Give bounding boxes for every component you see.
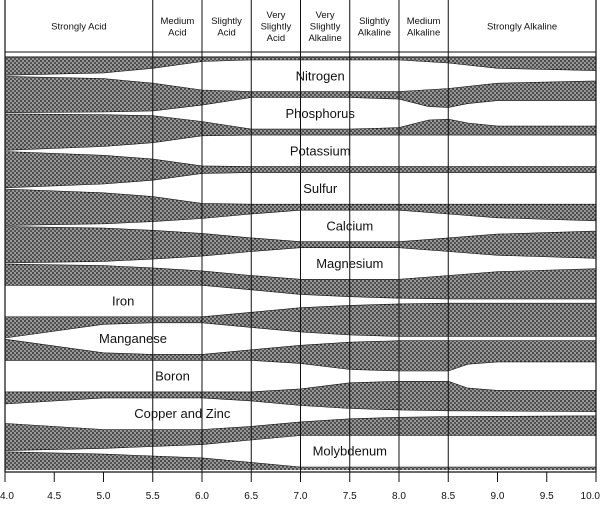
ph-class-label-line: Strongly Alkaline (486, 21, 558, 33)
ph-tick-label: 4.0 (0, 491, 14, 502)
ph-class-label-line: Alkaline (357, 27, 392, 39)
ph-class-label-line: Medium (160, 15, 195, 27)
ph-class-label-line: Acid (217, 27, 236, 39)
band-label-potassium: Potassium (289, 143, 351, 159)
ph-class-label-medium-acid (161, 16, 195, 39)
ph-class-label-line: Medium (406, 15, 441, 27)
ph-class-label-line: Alkaline (406, 27, 441, 39)
ph-class-label-medium-alkaline (407, 16, 441, 39)
band-label-molybdenum: Molybdenum (312, 443, 388, 459)
ph-class-label-line: Very (315, 10, 335, 21)
ph-class-label-line: Slightly (211, 15, 242, 27)
ph-tick-label: 6.0 (195, 491, 209, 502)
ph-class-label-line: Acid (266, 33, 286, 44)
ph-class-label-slightly-alkaline (358, 16, 391, 39)
band-label-calcium: Calcium (326, 218, 374, 234)
ph-tick-label: 4.5 (47, 491, 62, 502)
ph-axis (0, 472, 600, 502)
ph-class-label-slightly-acid (211, 16, 242, 39)
band-label-manganese: Manganese (99, 331, 167, 347)
ph-class-label-line: Slightly (309, 21, 341, 33)
ph-tick-label: 9.0 (490, 491, 505, 502)
ph-tick-label: 8.0 (392, 491, 406, 502)
ph-tick-label: 10.0 (580, 491, 600, 502)
ph-tick-label: 7.0 (293, 491, 308, 502)
band-label-iron: Iron (111, 293, 135, 309)
ph-class-label-strongly-acid (51, 22, 106, 33)
band-label-phosphorus: Phosphorus (285, 105, 355, 121)
ph-tick-label: 8.5 (441, 491, 456, 502)
ph-class-label-strongly-alkaline (487, 22, 557, 33)
band-label-magnesium: Magnesium (316, 256, 384, 271)
ph-class-label-line: Slightly (260, 21, 292, 33)
ph-class-header (51, 10, 557, 44)
ph-class-label-line: Acid (168, 27, 187, 39)
ph-class-label-very-slightly-alkaline (308, 10, 341, 44)
ph-tick-label: 5.5 (145, 491, 160, 502)
ph-class-label-line: Very (266, 10, 286, 21)
ph-class-label-line: Strongly Acid (51, 21, 107, 33)
band-label-copper-and-zinc: Copper and Zinc (134, 406, 231, 422)
band-label-boron: Boron (155, 368, 190, 384)
ph-class-label-very-slightly-acid (261, 10, 292, 44)
ph-class-label-line: Alkaline (308, 33, 342, 44)
band-label-sulfur: Sulfur (303, 180, 338, 196)
band-label-nitrogen: Nitrogen (295, 68, 345, 84)
ph-tick-label: 7.5 (342, 491, 357, 502)
ph-class-label-line: Slightly (359, 15, 390, 27)
ph-tick-label: 6.5 (244, 491, 259, 502)
ph-tick-label: 9.5 (539, 491, 554, 502)
ph-tick-label: 5.0 (96, 491, 111, 502)
